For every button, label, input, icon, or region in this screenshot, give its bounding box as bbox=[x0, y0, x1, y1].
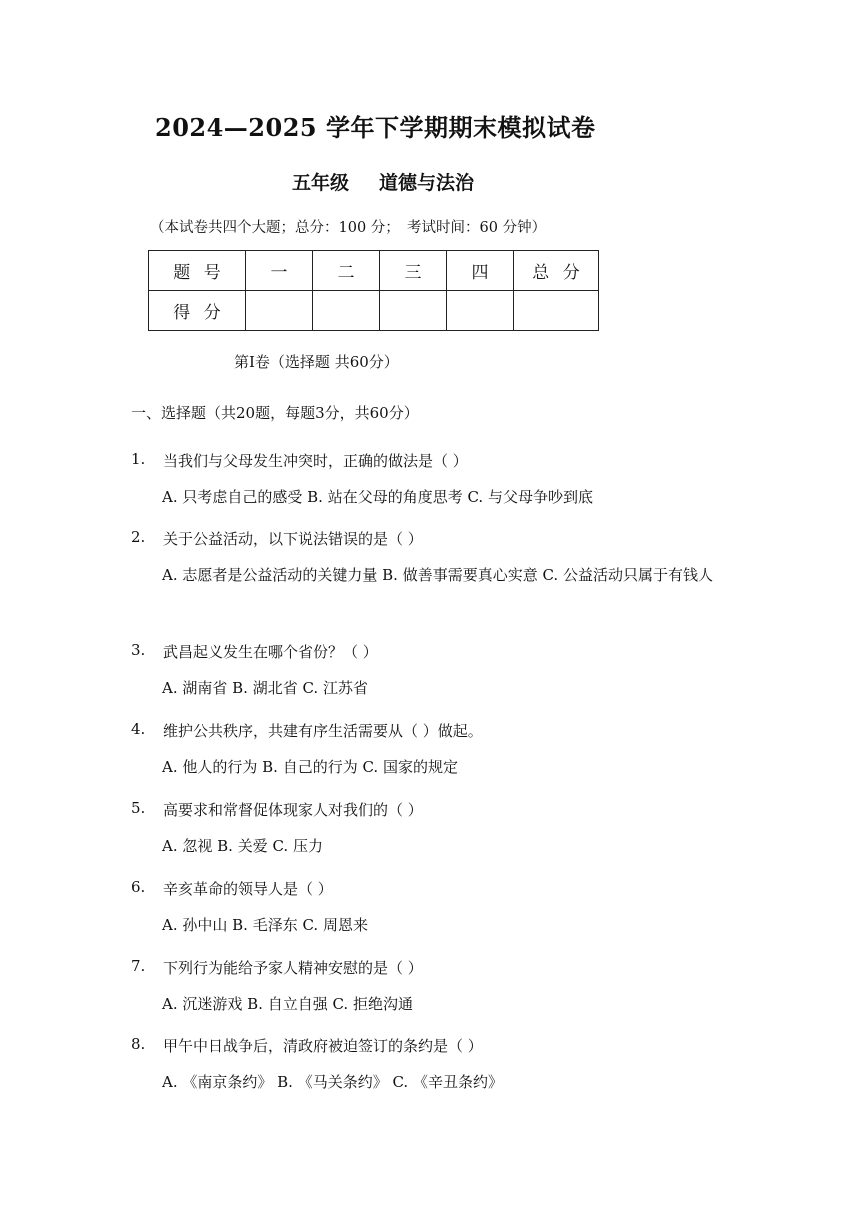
question-options: A. 志愿者是公益活动的关键力量 B. 做善事需要真心实意 C. 公益活动只属于有钱人 bbox=[162, 566, 713, 584]
score-cell[interactable] bbox=[514, 291, 599, 331]
exam-title: 2024—2025 学年下学期期末模拟试卷 bbox=[155, 113, 596, 142]
question-item bbox=[131, 878, 731, 942]
score-header-cell: 三 bbox=[380, 251, 447, 291]
question-number: 3. bbox=[131, 641, 146, 659]
question-number: 2. bbox=[131, 528, 146, 546]
score-cell[interactable] bbox=[313, 291, 380, 331]
exam-info: （本试卷共四个大题；总分：100 分； 考试时间：60 分钟） bbox=[150, 220, 547, 236]
question-item bbox=[131, 1035, 731, 1099]
section-title: 一、选择题（共20题，每题3分，共60分） bbox=[131, 404, 419, 422]
question-item bbox=[131, 528, 731, 592]
question-stem: 高要求和常督促体现家人对我们的（ ） bbox=[163, 801, 423, 819]
question-number: 8. bbox=[131, 1035, 146, 1053]
question-options: A. 他人的行为 B. 自己的行为 C. 国家的规定 bbox=[162, 758, 458, 776]
question-options: A. 《南京条约》 B. 《马关条约》 C. 《辛丑条约》 bbox=[162, 1073, 503, 1091]
score-table-score-row bbox=[149, 291, 599, 331]
question-number: 7. bbox=[131, 957, 146, 975]
exam-subtitle bbox=[292, 168, 474, 195]
subject-label: 道德与法治 bbox=[379, 172, 475, 194]
score-header-cell: 二 bbox=[313, 251, 380, 291]
question-options: A. 沉迷游戏 B. 自立自强 C. 拒绝沟通 bbox=[162, 995, 413, 1013]
question-number: 4. bbox=[131, 720, 146, 738]
grade-label: 五年级 bbox=[292, 172, 350, 194]
question-item bbox=[131, 450, 731, 514]
question-stem: 关于公益活动，以下说法错误的是（ ） bbox=[163, 530, 423, 548]
score-header-cell: 四 bbox=[447, 251, 514, 291]
question-options: A. 孙中山 B. 毛泽东 C. 周恩来 bbox=[162, 916, 368, 934]
question-item bbox=[131, 641, 731, 705]
question-stem: 维护公共秩序，共建有序生活需要从（ ）做起。 bbox=[163, 722, 483, 740]
score-row-label: 得分 bbox=[149, 291, 246, 331]
volume-title: 第Ⅰ卷（选择题 共60分） bbox=[234, 353, 399, 371]
question-number: 5. bbox=[131, 799, 146, 817]
question-number: 6. bbox=[131, 878, 146, 896]
question-options: A. 只考虑自己的感受 B. 站在父母的角度思考 C. 与父母争吵到底 bbox=[162, 488, 593, 506]
question-stem: 甲午中日战争后，清政府被迫签订的条约是（ ） bbox=[163, 1037, 483, 1055]
question-stem: 下列行为能给予家人精神安慰的是（ ） bbox=[163, 959, 423, 977]
score-cell[interactable] bbox=[246, 291, 313, 331]
score-table bbox=[148, 250, 599, 331]
score-cell[interactable] bbox=[447, 291, 514, 331]
score-header-cell: 一 bbox=[246, 251, 313, 291]
question-stem: 当我们与父母发生冲突时，正确的做法是（ ） bbox=[163, 452, 468, 470]
question-number: 1. bbox=[131, 450, 146, 468]
question-item bbox=[131, 720, 731, 784]
score-header-cell: 题号 bbox=[149, 251, 246, 291]
question-options: A. 湖南省 B. 湖北省 C. 江苏省 bbox=[162, 679, 368, 697]
score-table-header-row bbox=[149, 251, 599, 291]
question-item bbox=[131, 957, 731, 1021]
question-stem: 武昌起义发生在哪个省份？（ ） bbox=[163, 643, 378, 661]
score-header-cell: 总分 bbox=[514, 251, 599, 291]
score-cell[interactable] bbox=[380, 291, 447, 331]
question-stem: 辛亥革命的领导人是（ ） bbox=[163, 880, 333, 898]
question-options: A. 忽视 B. 关爱 C. 压力 bbox=[162, 837, 323, 855]
question-item bbox=[131, 799, 731, 863]
